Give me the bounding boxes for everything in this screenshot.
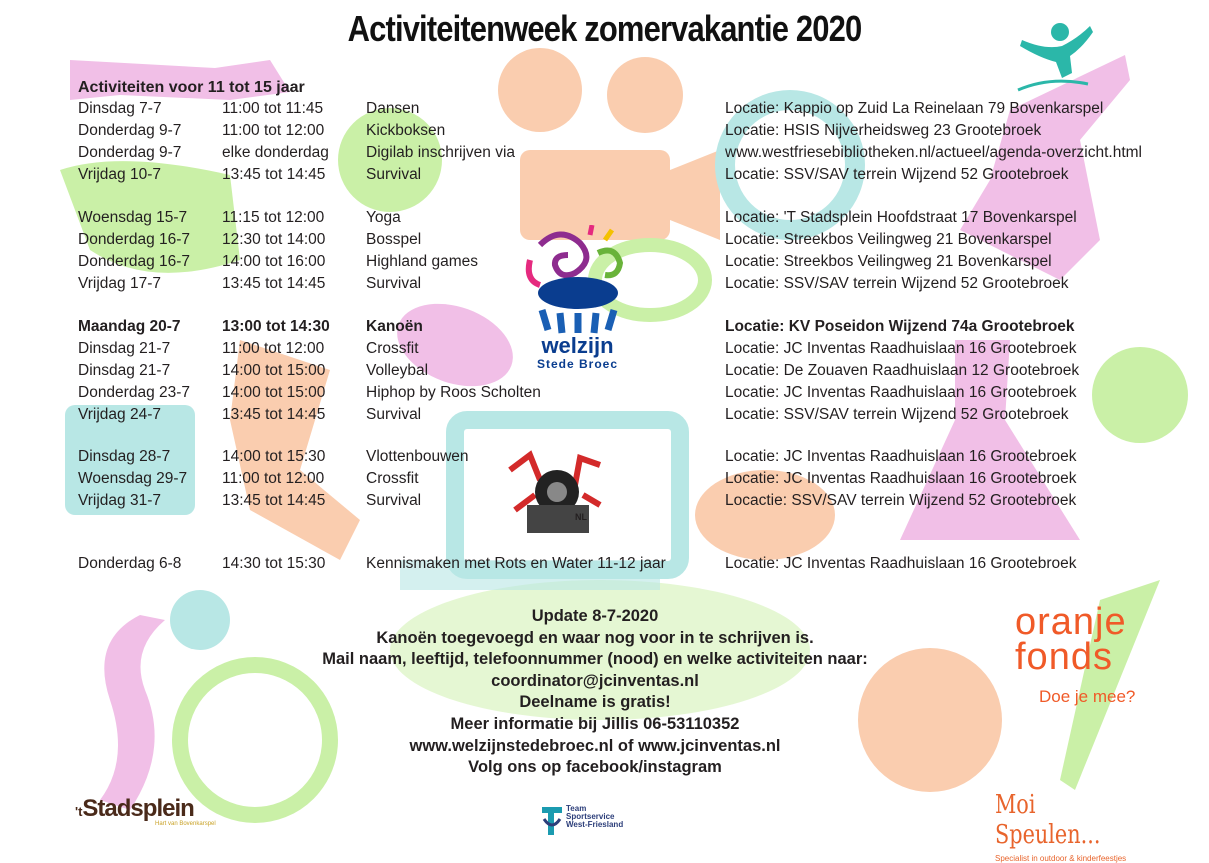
row-location: Locatie: 'T Stadsplein Hoofdstraat 17 Bovenkarspel — [725, 209, 1077, 226]
stadsplein-logo — [75, 795, 225, 827]
row-time: 14:30 tot 15:30 — [222, 555, 326, 572]
row-location: Locatie: JC Inventas Raadhuislaan 16 Grootebroek — [725, 555, 1077, 572]
sportservice-line1: Team — [566, 804, 587, 813]
oranjefonds-logo — [1015, 601, 1165, 707]
row-day: Donderdag 16-7 — [78, 231, 191, 248]
row-day: Donderdag 9-7 — [78, 122, 182, 139]
row-location: Locatie: SSV/SAV terrein Wijzend 52 Grootebroek — [725, 406, 1069, 423]
row-time: 11:15 tot 12:00 — [222, 209, 325, 226]
row-activity: Kennismaken met Rots en Water 11-12 jaar — [366, 555, 666, 572]
row-time: 11:00 tot 12:00 — [222, 470, 325, 487]
row-day: Maandag 20-7 — [78, 318, 181, 335]
row-activity: Kickboksen — [366, 122, 446, 139]
footer-social: Volg ons op facebook/instagram — [468, 758, 722, 777]
row-day: Dinsdag 21-7 — [78, 362, 171, 379]
oranjefonds-word2: fonds — [1015, 636, 1113, 678]
row-activity: Survival — [366, 492, 422, 509]
music-note-icon — [100, 615, 165, 810]
row-activity: Highland games — [366, 253, 479, 270]
row-day: Dinsdag 21-7 — [78, 340, 171, 357]
row-location: Locatie: JC Inventas Raadhuislaan 16 Grootebroek — [725, 384, 1077, 401]
row-day: Vrijdag 24-7 — [78, 406, 162, 423]
row-activity: Crossfit — [366, 470, 419, 487]
row-day: Dinsdag 7-7 — [78, 100, 162, 117]
row-day: Woensdag 29-7 — [78, 470, 188, 487]
row-activity: Survival — [366, 166, 422, 183]
schedule-row — [0, 553, 1209, 575]
row-time: 13:00 tot 14:30 — [222, 318, 330, 335]
jcinventas-label: NL — [575, 512, 587, 522]
schedule-heading: Activiteiten voor 11 tot 15 jaar — [78, 79, 305, 96]
row-location: Locatie: Streekbos Veilingweg 21 Bovenkarspel — [725, 231, 1052, 248]
schedule-row — [0, 404, 1209, 426]
schedule-row — [0, 98, 1209, 120]
row-time: 14:00 tot 15:30 — [222, 448, 326, 465]
oranjefonds-word1: oranje — [1015, 601, 1127, 643]
footer-websites[interactable]: www.welzijnstedebroec.nl of www.jcinventas.nl — [409, 736, 781, 755]
row-activity: Volleybal — [366, 362, 429, 379]
row-time: 14:00 tot 16:00 — [222, 253, 326, 270]
footer-line-mail: Mail naam, leeftijd, telefoonnummer (nood) en welke activiteiten naar: — [322, 650, 868, 669]
welzijn-swirl-icon — [520, 225, 635, 335]
row-day: Donderdag 23-7 — [78, 384, 191, 401]
row-location: Locatie: Kappio op Zuid La Reinelaan 79 Bovenkarspel — [725, 100, 1104, 117]
footer-contact: Meer informatie bij Jillis 06-53110352 — [450, 714, 740, 733]
row-day: Vrijdag 10-7 — [78, 166, 162, 183]
sportservice-line3: West-Friesland — [566, 820, 624, 829]
moispeulen-tagline: Specialist in outdoor & kinderfeestjes — [995, 854, 1127, 863]
row-location: Locatie: De Zouaven Raadhuislaan 12 Grootebroek — [725, 362, 1080, 379]
row-activity: Survival — [366, 406, 422, 423]
moispeulen-logo — [995, 790, 1155, 863]
row-day: Donderdag 9-7 — [78, 144, 182, 161]
row-day: Donderdag 6-8 — [78, 555, 182, 572]
row-location: Locatie: JC Inventas Raadhuislaan 16 Grootebroek — [725, 470, 1077, 487]
welzijn-name: welzijn — [541, 333, 614, 358]
row-day: Vrijdag 17-7 — [78, 275, 162, 292]
row-time: 12:30 tot 14:00 — [222, 231, 326, 248]
row-location: Locatie: SSV/SAV terrein Wijzend 52 Grootebroek — [725, 275, 1069, 292]
jcinventas-logo — [505, 450, 610, 540]
row-activity: Crossfit — [366, 340, 419, 357]
row-time: 14:00 tot 15:00 — [222, 384, 326, 401]
row-day: Vrijdag 31-7 — [78, 492, 162, 509]
row-activity: Bosspel — [366, 231, 422, 248]
row-location: Locactie: SSV/SAV terrein Wijzend 52 Grootebroek — [725, 492, 1077, 509]
row-time: 13:45 tot 14:45 — [222, 166, 326, 183]
footer-update: Update 8-7-2020 — [531, 607, 659, 625]
row-time: 11:00 tot 12:00 — [222, 340, 325, 357]
footer-free: Deelname is gratis! — [519, 693, 671, 712]
row-location: Locatie: KV Poseidon Wijzend 74a Grootebroek — [725, 318, 1075, 335]
row-location: Locatie: JC Inventas Raadhuislaan 16 Grootebroek — [725, 340, 1077, 357]
sportservice-emblem-icon — [540, 805, 564, 837]
footer-email[interactable]: coordinator@jcinventas.nl — [491, 671, 699, 690]
row-time: 11:00 tot 12:00 — [222, 122, 325, 139]
page-title: Activiteitenweek zomervakantie 2020 — [347, 8, 862, 49]
schedule-row — [0, 142, 1209, 164]
row-activity: Survival — [366, 275, 422, 292]
row-time: 11:00 tot 11:45 — [222, 100, 324, 117]
row-time: elke donderdag — [222, 144, 329, 161]
schedule-row — [0, 120, 1209, 142]
row-location: Locatie: SSV/SAV terrein Wijzend 52 Grootebroek — [725, 166, 1069, 183]
welzijn-logo — [520, 225, 635, 380]
row-day: Woensdag 15-7 — [78, 209, 188, 226]
row-activity: Kanoën — [366, 318, 423, 335]
sportservice-logo — [540, 805, 670, 841]
stadsplein-tagline: Hart van Bovenkarspel — [155, 821, 216, 827]
row-activity: Vlottenbouwen — [366, 448, 469, 465]
row-location[interactable]: www.westfriesebibliotheken.nl/actueel/agenda-overzicht.html — [725, 144, 1142, 161]
schedule-row — [0, 164, 1209, 186]
footer-line-kanoen: Kanoën toegevoegd en waar nog voor in te schrijven is. — [376, 628, 814, 647]
row-activity: Dansen — [366, 100, 420, 117]
row-activity: Hiphop by Roos Scholten — [366, 384, 541, 401]
stadsplein-prefix: 't — [75, 804, 83, 819]
figure-logo — [1010, 18, 1095, 93]
row-activity: Yoga — [366, 209, 401, 226]
row-activity: Digilab inschrijven via — [366, 144, 516, 161]
row-location: Locatie: Streekbos Veilingweg 21 Bovenkarspel — [725, 253, 1052, 270]
welzijn-subname: Stede Broec — [536, 357, 619, 371]
schedule-row — [0, 382, 1209, 404]
row-time: 13:45 tot 14:45 — [222, 275, 326, 292]
moispeulen-name: Moi Speulen... — [995, 790, 1101, 850]
oranjefonds-tagline: Doe je mee? — [1039, 687, 1136, 706]
stadsplein-name: Stadsplein — [82, 795, 194, 822]
row-day: Dinsdag 28-7 — [78, 448, 171, 465]
row-time: 14:00 tot 15:00 — [222, 362, 326, 379]
row-time: 13:45 tot 14:45 — [222, 492, 326, 509]
row-time: 13:45 tot 14:45 — [222, 406, 326, 423]
info-footer — [260, 606, 930, 779]
row-location: Locatie: HSIS Nijverheidsweg 23 Grootebroek — [725, 122, 1042, 139]
row-location: Locatie: JC Inventas Raadhuislaan 16 Grootebroek — [725, 448, 1077, 465]
sportservice-line2: Sportservice — [566, 812, 615, 821]
row-day: Donderdag 16-7 — [78, 253, 191, 270]
